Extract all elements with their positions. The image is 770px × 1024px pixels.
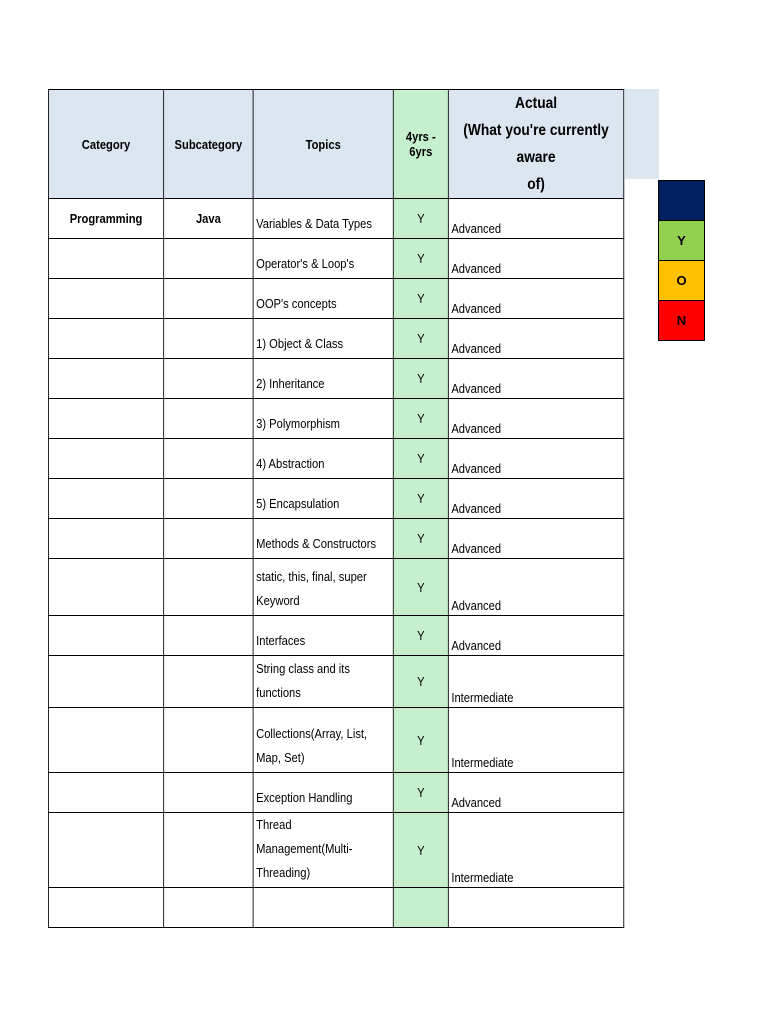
cell-category[interactable] [48, 813, 163, 888]
cell-years-mark[interactable]: Y [393, 359, 448, 399]
cell-category[interactable] [48, 616, 163, 656]
cell-topic[interactable]: Exception Handling [253, 773, 393, 813]
cell-topic[interactable]: Collections(Array, List, Map, Set) [253, 708, 393, 773]
cell-category[interactable]: Programming [48, 199, 163, 239]
header-subcategory[interactable]: Subcategory [164, 90, 253, 199]
cell-years-mark[interactable]: Y [393, 319, 448, 359]
cell-years-mark[interactable]: Y [393, 773, 448, 813]
table-row [48, 559, 623, 616]
cell-subcategory[interactable] [164, 773, 253, 813]
cell-years-mark[interactable]: Y [393, 559, 448, 616]
header-actual-line2: (What you're currently aware [463, 122, 609, 166]
cell-actual-level[interactable] [448, 888, 623, 928]
cell-actual-level[interactable]: Advanced [448, 773, 623, 813]
cell-years-mark[interactable]: Y [393, 399, 448, 439]
cell-category[interactable] [48, 399, 163, 439]
cell-years-mark[interactable]: Y [393, 479, 448, 519]
cell-topic[interactable]: Thread Management(Multi-Threading) [253, 813, 393, 888]
header-actual-line3: of) [527, 176, 545, 193]
cell-subcategory[interactable]: Java [164, 199, 253, 239]
header-category[interactable]: Category [48, 90, 163, 199]
cell-subcategory[interactable] [164, 239, 253, 279]
table-row [48, 199, 623, 239]
cell-topic[interactable]: OOP's concepts [253, 279, 393, 319]
cell-actual-level[interactable]: Advanced [448, 399, 623, 439]
table-row [48, 519, 623, 559]
header-row [48, 90, 623, 199]
cell-topic[interactable]: 5) Encapsulation [253, 479, 393, 519]
cell-actual-level[interactable]: Advanced [448, 519, 623, 559]
skills-matrix-table [48, 89, 624, 928]
cell-years-mark[interactable]: Y [393, 439, 448, 479]
cell-actual-level[interactable]: Advanced [448, 359, 623, 399]
cell-topic[interactable]: 3) Polymorphism [253, 399, 393, 439]
cell-category[interactable] [48, 439, 163, 479]
cell-subcategory[interactable] [164, 399, 253, 439]
cell-actual-level[interactable]: Advanced [448, 559, 623, 616]
cell-category[interactable] [48, 319, 163, 359]
cell-years-mark[interactable]: Y [393, 239, 448, 279]
cell-topic[interactable]: Interfaces [253, 616, 393, 656]
cell-actual-level[interactable]: Intermediate [448, 656, 623, 708]
cell-actual-level[interactable]: Advanced [448, 199, 623, 239]
cell-subcategory[interactable] [164, 888, 253, 928]
cell-years-mark[interactable]: Y [393, 279, 448, 319]
table-row [48, 773, 623, 813]
cell-topic[interactable]: 2) Inheritance [253, 359, 393, 399]
cell-actual-level[interactable]: Advanced [448, 479, 623, 519]
cell-years-mark[interactable] [393, 888, 448, 928]
table-row [48, 359, 623, 399]
cell-category[interactable] [48, 656, 163, 708]
cell-subcategory[interactable] [164, 559, 253, 616]
table-row [48, 399, 623, 439]
cell-topic[interactable] [253, 888, 393, 928]
cell-years-mark[interactable]: Y [393, 708, 448, 773]
cell-category[interactable] [48, 279, 163, 319]
header-actual[interactable] [448, 90, 623, 199]
cell-category[interactable] [48, 708, 163, 773]
cell-actual-level[interactable]: Advanced [448, 319, 623, 359]
cell-topic[interactable]: Operator's & Loop's [253, 239, 393, 279]
legend-swatch: N [659, 301, 704, 341]
cell-subcategory[interactable] [164, 359, 253, 399]
table-row [48, 888, 623, 928]
cell-subcategory[interactable] [164, 279, 253, 319]
legend-swatch [659, 181, 704, 221]
cell-category[interactable] [48, 239, 163, 279]
cell-topic[interactable]: 4) Abstraction [253, 439, 393, 479]
color-legend [658, 180, 705, 341]
cell-topic[interactable]: Variables & Data Types [253, 199, 393, 239]
cell-subcategory[interactable] [164, 439, 253, 479]
table-row [48, 439, 623, 479]
header-extension [625, 89, 659, 179]
cell-actual-level[interactable]: Advanced [448, 239, 623, 279]
cell-actual-level[interactable]: Intermediate [448, 813, 623, 888]
cell-category[interactable] [48, 773, 163, 813]
table-row [48, 479, 623, 519]
table-row [48, 616, 623, 656]
header-years[interactable]: 4yrs - 6yrs [393, 90, 448, 199]
cell-topic[interactable]: Methods & Constructors [253, 519, 393, 559]
cell-years-mark[interactable]: Y [393, 616, 448, 656]
cell-years-mark[interactable]: Y [393, 519, 448, 559]
cell-years-mark[interactable]: Y [393, 813, 448, 888]
cell-category[interactable] [48, 888, 163, 928]
cell-actual-level[interactable]: Advanced [448, 279, 623, 319]
cell-subcategory[interactable] [164, 479, 253, 519]
table-row [48, 319, 623, 359]
legend-swatch: Y [659, 221, 704, 261]
table-row [48, 656, 623, 708]
table-row [48, 239, 623, 279]
cell-years-mark[interactable]: Y [393, 656, 448, 708]
legend-swatch: O [659, 261, 704, 301]
table-row [48, 708, 623, 773]
cell-subcategory[interactable] [164, 616, 253, 656]
table-body [48, 199, 623, 928]
cell-category[interactable] [48, 479, 163, 519]
cell-years-mark[interactable]: Y [393, 199, 448, 239]
table-row [48, 813, 623, 888]
cell-subcategory[interactable] [164, 656, 253, 708]
cell-actual-level[interactable]: Advanced [448, 616, 623, 656]
cell-subcategory[interactable] [164, 813, 253, 888]
cell-category[interactable] [48, 559, 163, 616]
cell-subcategory[interactable] [164, 319, 253, 359]
cell-category[interactable] [48, 359, 163, 399]
table-row [48, 279, 623, 319]
cell-topic[interactable]: static, this, final, super Keyword [253, 559, 393, 616]
cell-subcategory[interactable] [164, 519, 253, 559]
cell-actual-level[interactable]: Advanced [448, 439, 623, 479]
cell-category[interactable] [48, 519, 163, 559]
cell-topic[interactable]: String class and its functions [253, 656, 393, 708]
cell-topic[interactable]: 1) Object & Class [253, 319, 393, 359]
header-actual-line1: Actual [515, 95, 558, 112]
header-topics[interactable]: Topics [253, 90, 393, 199]
cell-actual-level[interactable]: Intermediate [448, 708, 623, 773]
cell-subcategory[interactable] [164, 708, 253, 773]
